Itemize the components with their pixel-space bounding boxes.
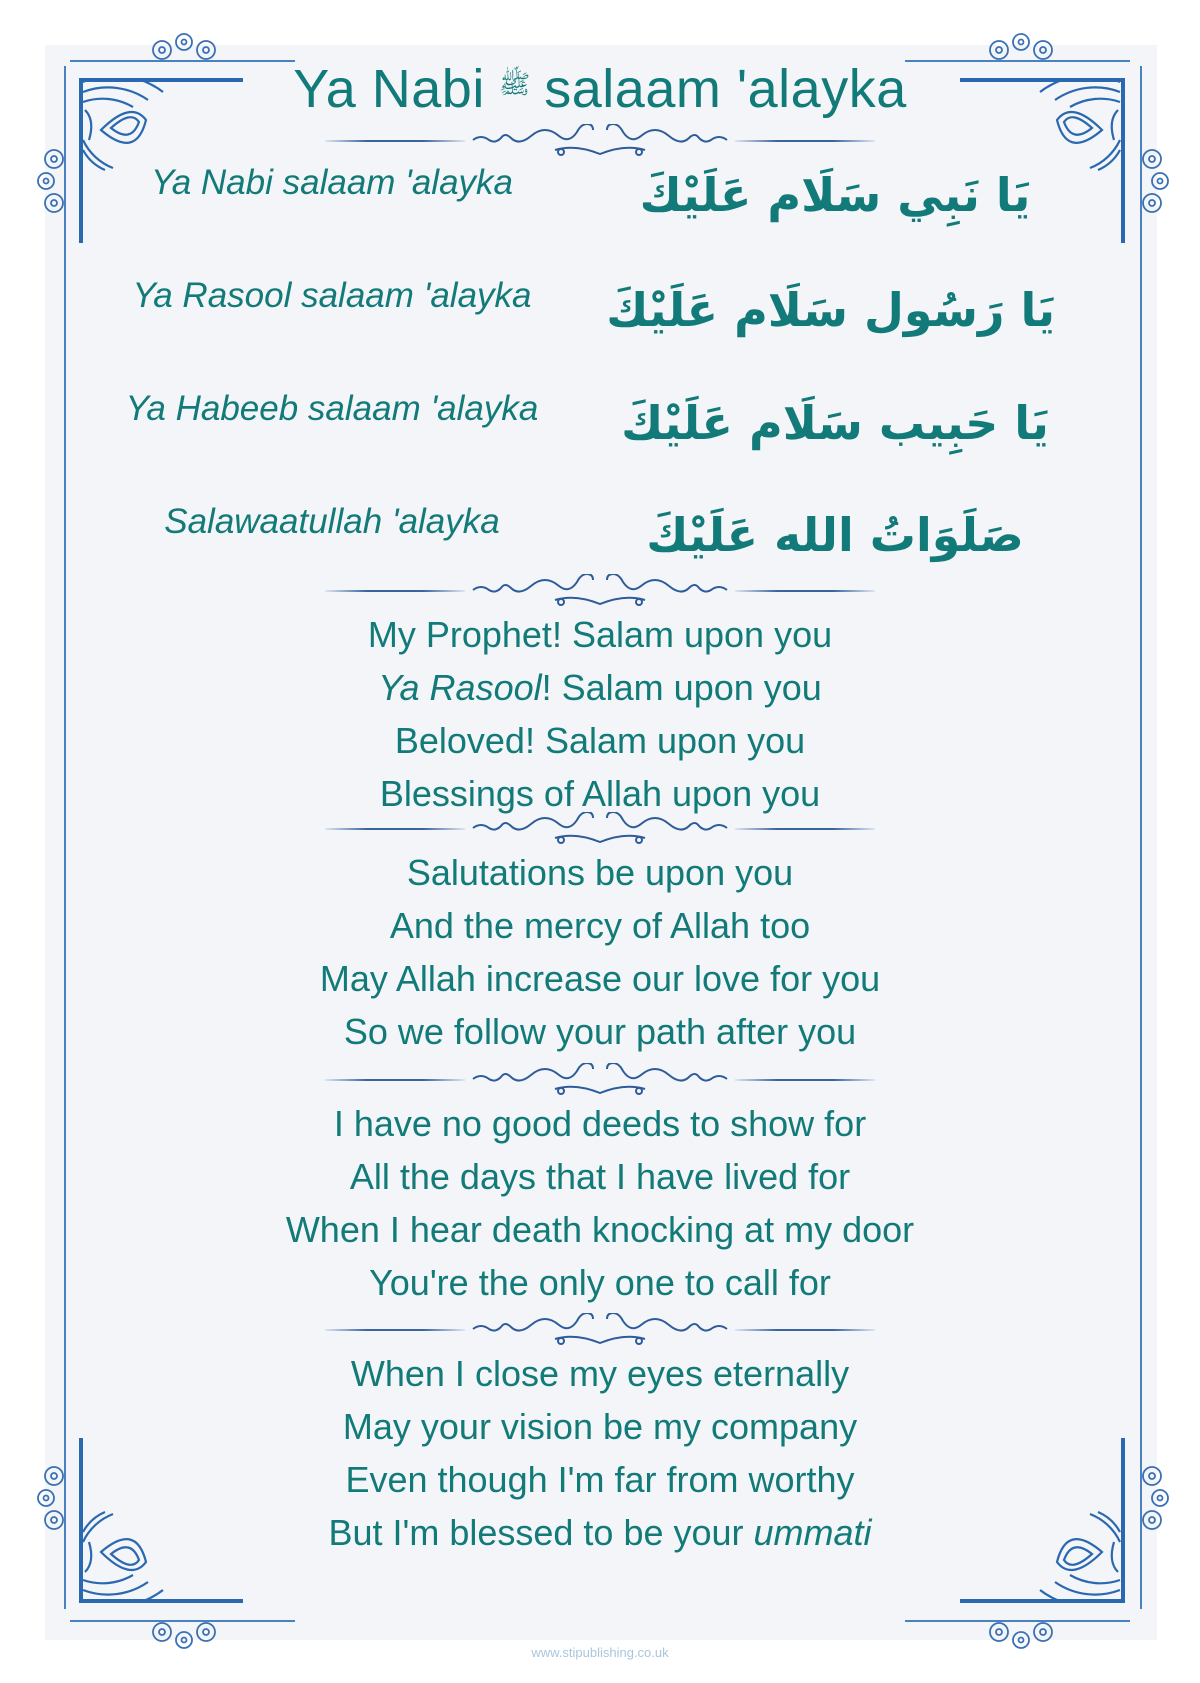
title-pre: Ya Nabi [293,59,485,119]
lyric-line: When I hear death knocking at my door [285,1209,915,1250]
page-title [0,58,1200,120]
stanza-3 [0,1097,1200,1309]
lyric-line: You're the only one to call for [369,1262,831,1303]
lyric-line: And the mercy of Allah too [389,905,811,946]
lyric-line: Blessings of Allah upon you [379,773,821,814]
refrain-arabic: صَلَوَاتُ الله عَلَيْكَ [646,508,1024,562]
lyric-line: But I'm blessed to be your ummati [328,1512,872,1553]
refrain-arabic: يَا نَبِي سَلَام عَلَيْكَ [639,168,1031,222]
title-post: salaam 'alayka [544,59,907,119]
divider-ornament [0,1313,1200,1347]
refrain-translit: Ya Rasool salaam 'alayka [132,276,532,315]
lyric-line: When I close my eyes eternally [350,1353,850,1394]
lyric-line: May Allah increase our love for you [319,958,881,999]
divider-ornament [0,574,1200,608]
lyric-line: Ya Rasool! Salam upon you [378,667,822,708]
refrain-arabic: يَا حَبِيب سَلَام عَلَيْكَ [621,396,1049,450]
refrain-translit: Salawaatullah 'alayka [164,502,500,541]
lyric-line: All the days that I have lived for [349,1156,851,1197]
refrain-translit: Ya Habeeb salaam 'alayka [125,389,539,428]
stanza-1 [0,608,1200,820]
lyric-line: Salutations be upon you [406,852,794,893]
lyric-italic: Ya Rasool [378,667,542,708]
lyric-line: May your vision be my company [342,1406,858,1447]
divider-ornament [0,124,1200,158]
refrain-arabic: يَا رَسُول سَلَام عَلَيْكَ [606,283,1055,337]
stanza-2 [0,846,1200,1058]
divider-ornament [0,812,1200,846]
lyric-italic: ummati [753,1512,872,1553]
lyric-line: Even though I'm far from worthy [345,1459,855,1500]
lyric-line: So we follow your path after you [343,1011,857,1052]
lyric-line: My Prophet! Salam upon you [367,614,833,655]
lyric-line: Beloved! Salam upon you [394,720,806,761]
stanza-4 [0,1347,1200,1559]
refrain-translit: Ya Nabi salaam 'alayka [150,163,514,202]
divider-ornament [0,1063,1200,1097]
footer-url: www.stipublishing.co.uk [531,1645,669,1660]
lyric-line: I have no good deeds to show for [333,1103,867,1144]
honorific-icon: ﷺ [498,69,531,100]
